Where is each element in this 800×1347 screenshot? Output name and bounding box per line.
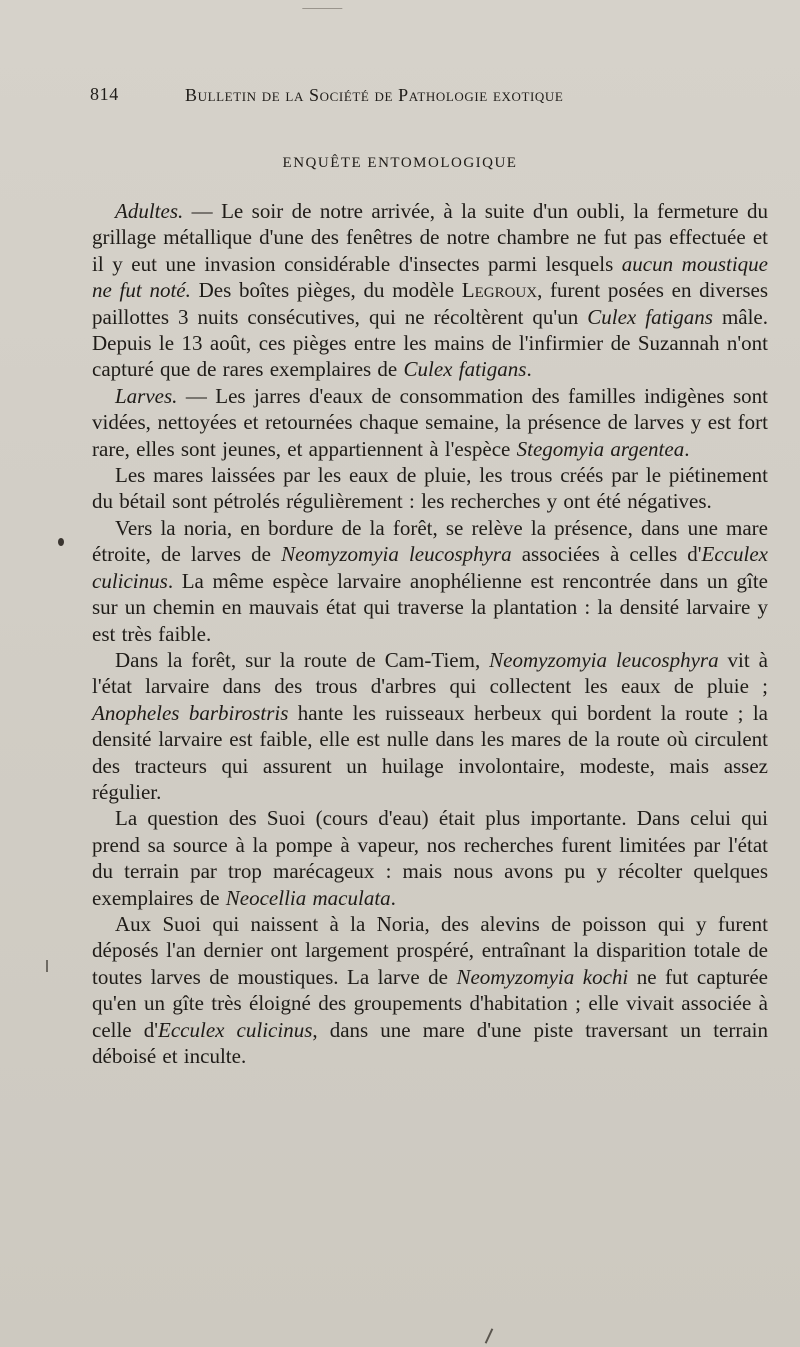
text-run: vit à l'état larvaire dans des trous d'arbres qui collectent les eaux de pluie ; <box>92 647 769 699</box>
species-name: Anopheles barbirostris <box>92 700 289 725</box>
species-name: Neomyzomyia kochi <box>456 964 629 989</box>
species-name: Ecculex culicinus <box>158 1017 313 1042</box>
scan-artifact <box>297 0 342 9</box>
paragraph-alevins <box>92 911 768 1069</box>
text-run: , dans une mare d'une piste traversant un terrain déboisé et inculte. <box>92 1017 768 1068</box>
text-run: Les mares laissées par les eaux de pluie, les trous créés par le piétinement du bétail sont pétrolés régulièrement : les recherches y ont été négatives. <box>92 463 768 514</box>
paragraph-adultes <box>92 198 768 383</box>
article-body <box>92 198 768 1069</box>
species-name: Culex fatigans <box>403 357 527 382</box>
paragraph-mares <box>92 462 768 515</box>
author-name: Legroux <box>461 278 538 303</box>
margin-mark <box>46 960 48 972</box>
text-run: . <box>390 885 396 910</box>
italic-run: aucun moustique ne fut noté. <box>92 251 768 303</box>
species-name: Neomyzomyia leucosphyra <box>489 647 719 672</box>
margin-dot <box>58 538 64 546</box>
species-name: Culex fatigans <box>587 304 713 329</box>
paragraph-larves <box>92 383 768 462</box>
text-run: Des boîtes pièges, du modèle <box>190 278 462 303</box>
paragraph-suoi <box>92 805 768 911</box>
text-run: — Les jarres d'eaux de consommation des familles indigènes sont vidées, nettoyées et retournées chaque semaine, la présence de larves y est fort rare, elles sont jeunes, et appartiennent à l'espèce <box>92 383 768 461</box>
text-run: . <box>684 436 690 461</box>
lead-larves: Larves. <box>115 383 178 408</box>
lead-adultes: Adultes. <box>115 199 184 223</box>
text-run: mâle. Depuis le 13 août, ces pièges entre les mains de l'infirmier de Suzannah n'ont capturé que de rares exemplaires de <box>92 304 768 382</box>
text-run: . <box>526 357 532 382</box>
text-run: — Le soir de notre arrivée, à la suite d'un oubli, la fermeture du grillage métallique d'une des fenêtres de notre chambre ne fut pas effectuée et il y eut une invasion considérable d'insectes parmi lesquels <box>92 199 768 276</box>
paragraph-foret <box>92 647 768 805</box>
text-run: Vers la noria, en bordure de la forêt, se relève la présence, dans une mare étroite, de larves de <box>92 515 768 567</box>
species-name: Neomyzomyia leucosphyra <box>281 542 512 567</box>
text-run: Dans la forêt, sur la route de Cam-Tiem, <box>115 647 490 672</box>
journal-title: Bulletin de la Société de Pathologie exotique <box>185 85 564 105</box>
section-title: ENQUÊTE ENTOMOLOGIQUE <box>282 155 518 171</box>
species-name: Stegomyia argentea <box>516 436 685 461</box>
text-run: hante les ruisseaux herbeux qui bordent la route ; la densité larvaire est faible, elle est nulle dans les mares de la route où circulent des tracteurs qui assurent un huilage involontaire, modeste, mais assez régulier. <box>92 700 769 804</box>
text-run: Aux Suoi qui naissent à la Noria, des alevins de poisson qui y furent déposés l'an dernier ont largement prospéré, entraînant la disparition totale de toutes larves de moustiques. La larve de <box>92 911 768 989</box>
species-name: Ecculex culicinus <box>92 542 768 593</box>
text-run: associées à celles d' <box>511 542 702 567</box>
species-name: Neocellia maculata <box>225 885 391 910</box>
text-run: . La même espèce larvaire anophélienne est rencontrée dans un gîte sur un chemin en mauvais état qui traverse la plantation : la densité larvaire y est très faible. <box>92 568 768 646</box>
scan-artifact <box>485 1328 494 1343</box>
text-run: ne fut capturée qu'en un gîte très éloigné des groupements d'habitation ; elle vivait associée à celle d' <box>92 964 768 1042</box>
text-run: , furent posées en diverses paillottes 3 nuits consécutives, qui ne récoltèrent qu'un <box>92 278 768 329</box>
page-number: 814 <box>90 84 119 104</box>
paragraph-noria <box>92 515 768 647</box>
text-run: La question des Suoi (cours d'eau) était plus importante. Dans celui qui prend sa source à la pompe à vapeur, nos recherches furent limitées par l'état du terrain par trop marécageux : mais nous avons pu y récolter quelques exemplaires de <box>92 806 768 910</box>
